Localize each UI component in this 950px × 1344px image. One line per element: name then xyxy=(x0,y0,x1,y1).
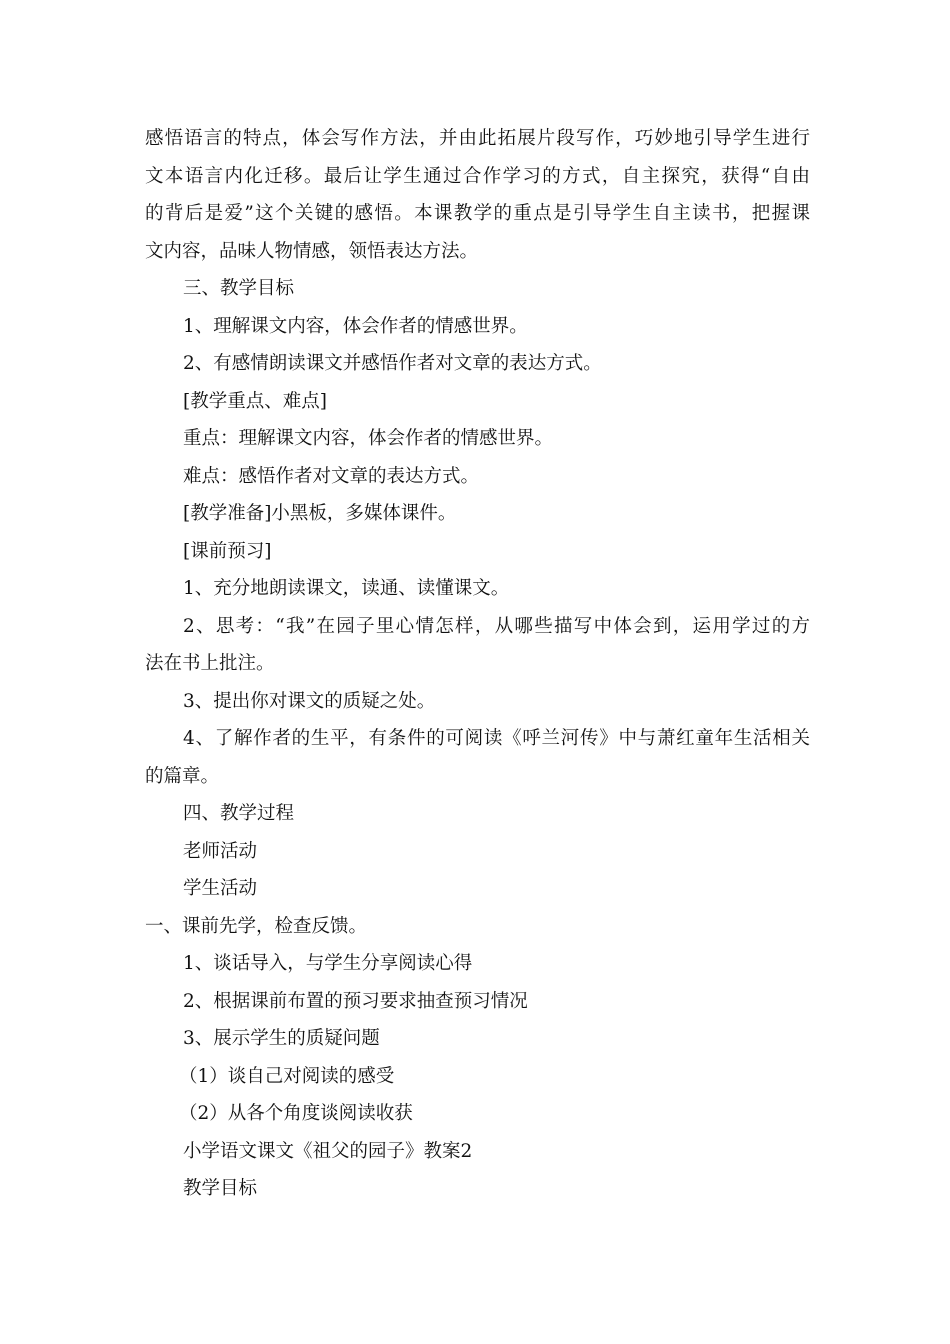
list-item: 2、根据课前布置的预习要求抽查预习情况 xyxy=(183,990,528,1012)
paragraph-line: 的背后是爱”这个关键的感悟。本课教学的重点是引导学生自主读书，把握课 xyxy=(145,203,810,224)
list-item: 2、思考：“我”在园子里心情怎样，从哪些描写中体会到，运用学过的方 xyxy=(183,615,810,637)
document-body xyxy=(145,120,810,1208)
subsection-heading: [课前预习] xyxy=(183,540,272,562)
subsection-heading: [教学重点、难点] xyxy=(183,390,327,412)
list-item-continued: 法在书上批注。 xyxy=(145,653,275,674)
list-item: 4、了解作者的生平，有条件的可阅读《呼兰河传》中与萧红童年生活相关 xyxy=(183,728,810,749)
paragraph-line: 文本语言内化迁移。最后让学生通过合作学习的方式，自主探究，获得“自由 xyxy=(145,165,810,187)
paragraph-line: [教学准备]小黑板，多媒体课件。 xyxy=(183,503,457,524)
paragraph-line: 重点：理解课文内容，体会作者的情感世界。 xyxy=(183,428,554,449)
paragraph-line: 感悟语言的特点，体会写作方法，并由此拓展片段写作，巧妙地引导学生进行 xyxy=(145,128,810,149)
list-item: 1、充分地朗读课文，读通、读懂课文。 xyxy=(183,578,510,599)
paragraph-line: 文内容，品味人物情感，领悟表达方法。 xyxy=(145,240,479,262)
list-item: 3、展示学生的质疑问题 xyxy=(183,1028,380,1049)
list-item-continued: 的篇章。 xyxy=(145,765,220,787)
paragraph-line: 难点：感悟作者对文章的表达方式。 xyxy=(183,465,480,487)
section-heading: 四、教学过程 xyxy=(183,803,295,824)
list-item: 3、提出你对课文的质疑之处。 xyxy=(183,690,436,712)
list-item: （2）从各个角度谈阅读收获 xyxy=(179,1103,413,1124)
subsection-heading: 一、课前先学，检查反馈。 xyxy=(145,915,368,937)
section-heading: 三、教学目标 xyxy=(183,278,295,299)
section-heading: 教学目标 xyxy=(183,1178,258,1199)
paragraph-line: 学生活动 xyxy=(183,878,258,899)
list-item: （1）谈自己对阅读的感受 xyxy=(179,1065,395,1087)
list-item: 2、有感情朗读课文并感悟作者对文章的表达方式。 xyxy=(183,353,602,374)
paragraph-line: 老师活动 xyxy=(183,840,258,862)
document-title: 小学语文课文《祖父的园子》教案2 xyxy=(183,1140,473,1162)
list-item: 1、谈话导入，与学生分享阅读心得 xyxy=(183,953,473,974)
list-item: 1、理解课文内容，体会作者的情感世界。 xyxy=(183,315,528,337)
